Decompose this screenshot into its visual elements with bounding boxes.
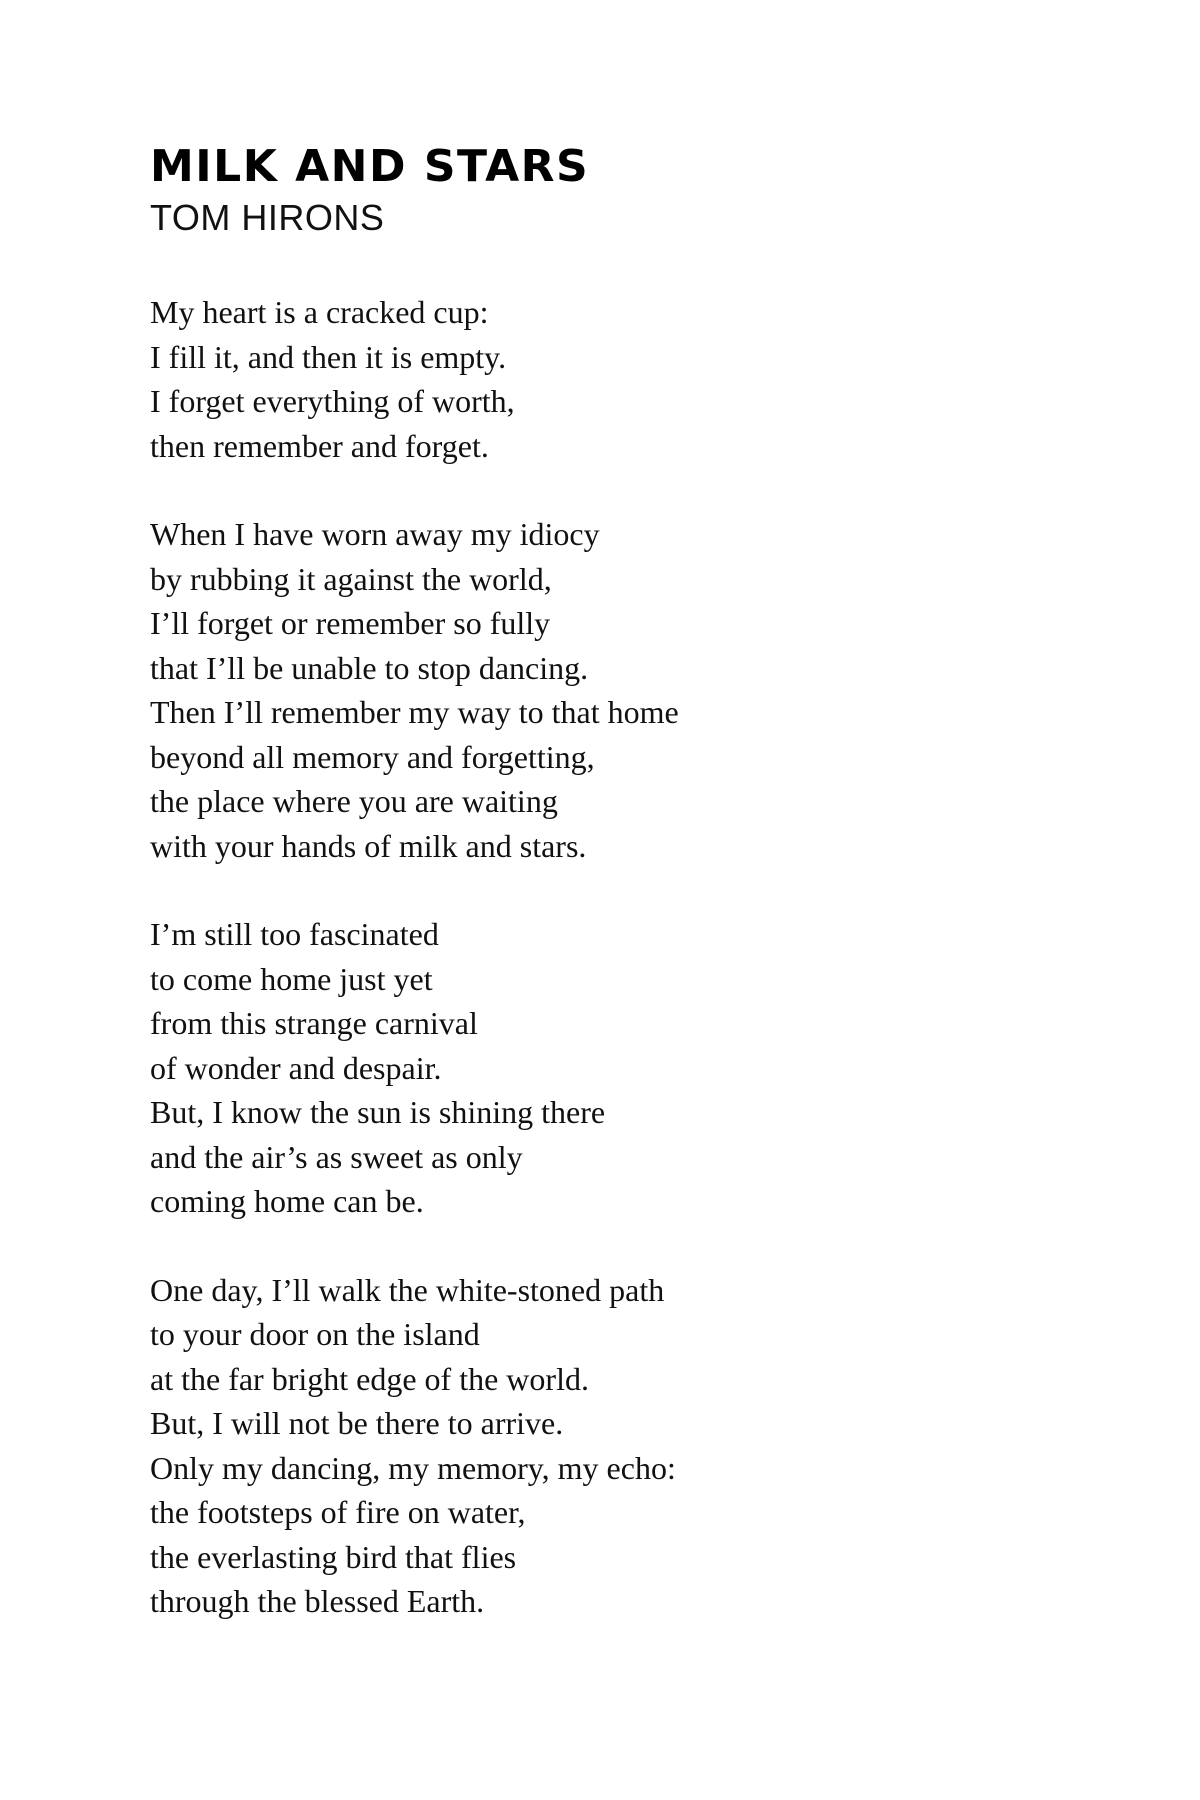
stanza-3 bbox=[150, 912, 1050, 1224]
poem-line: My heart is a cracked cup: bbox=[150, 294, 489, 330]
poem-line: and the air’s as sweet as only bbox=[150, 1138, 523, 1175]
poem-line: the footsteps of fire on water, bbox=[150, 1494, 526, 1530]
poem-line: to your door on the island bbox=[150, 1316, 480, 1352]
poem-line: But, I will not be there to arrive. bbox=[150, 1405, 564, 1441]
stanza-2 bbox=[150, 512, 1050, 868]
poem-line: to come home just yet bbox=[150, 960, 433, 997]
poem-author: TOM HIRONS bbox=[150, 197, 385, 238]
poem-line: Only my dancing, my memory, my echo: bbox=[150, 1449, 676, 1486]
poem-line: by rubbing it against the world, bbox=[150, 560, 552, 597]
poem-page bbox=[150, 140, 1050, 1668]
poem-line: then remember and forget. bbox=[150, 427, 489, 464]
poem-line: through the blessed Earth. bbox=[150, 1583, 485, 1619]
poem-line: coming home can be. bbox=[150, 1183, 424, 1219]
poem-line: When I have worn away my idiocy bbox=[150, 516, 600, 552]
stanza-1 bbox=[150, 290, 1050, 468]
poem-line: I’ll forget or remember so fully bbox=[150, 605, 551, 641]
poem-line: that I’ll be unable to stop dancing. bbox=[150, 649, 589, 686]
poem-body bbox=[150, 290, 1050, 1624]
poem-line: the everlasting bird that flies bbox=[150, 1538, 517, 1575]
poem-line: with your hands of milk and stars. bbox=[150, 827, 587, 864]
poem-line: at the far bright edge of the world. bbox=[150, 1360, 589, 1397]
poem-line: from this strange carnival bbox=[150, 1005, 478, 1041]
poem-line: But, I know the sun is shining there bbox=[150, 1094, 606, 1130]
poem-line: One day, I’ll walk the white-stoned path bbox=[150, 1271, 665, 1308]
poem-line: of wonder and despair. bbox=[150, 1049, 442, 1086]
poem-line: I fill it, and then it is empty. bbox=[150, 338, 507, 375]
stanza-4 bbox=[150, 1268, 1050, 1624]
poem-line: the place where you are waiting bbox=[150, 783, 558, 819]
poem-title: MILK AND STARS bbox=[150, 141, 590, 192]
poem-line: I forget everything of worth, bbox=[150, 383, 515, 419]
poem-line: beyond all memory and forgetting, bbox=[150, 738, 595, 775]
poem-line: Then I’ll remember my way to that home bbox=[150, 694, 679, 730]
poem-line: I’m still too fascinated bbox=[150, 916, 439, 952]
